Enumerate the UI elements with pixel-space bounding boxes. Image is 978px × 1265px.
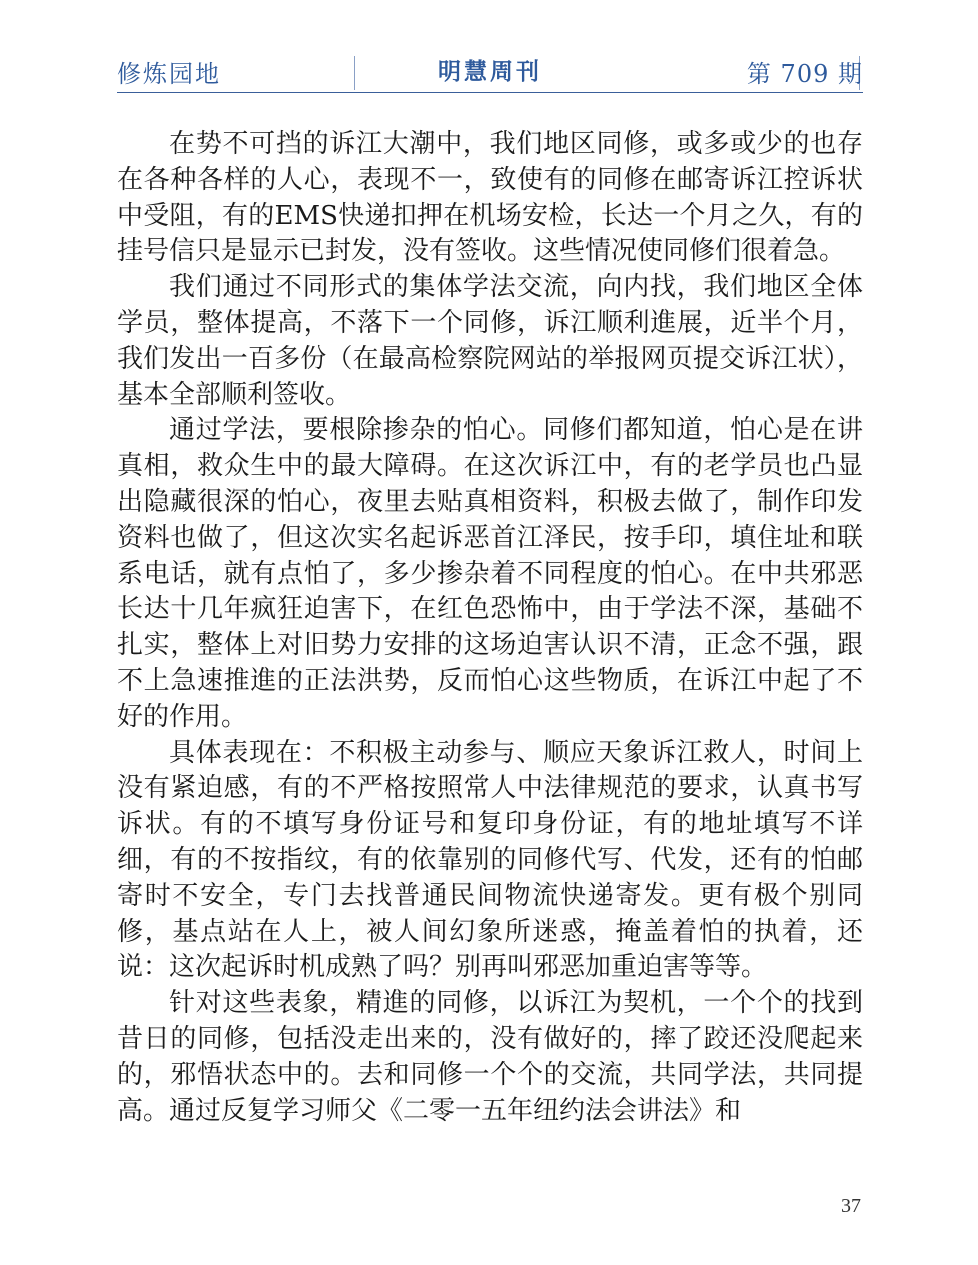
paragraph: 我们通过不同形式的集体学法交流，向内找，我们地区全体学员，整体提高，不落下一个同修，诉江顺利進展，近半个月，我们发出一百多份（在最高检察院网站的举报网页提交诉江状），基本全部顺利签收。: [117, 272, 863, 410]
page-header: [117, 48, 863, 93]
paragraph: 针对这些表象，精進的同修，以诉江为契机，一个个的找到昔日的同修，包括没走出来的，没有做好的，摔了跤还没爬起来的，邪悟状态中的。去和同修一个个的交流，共同学法，共同提高。通过反复学习师父《二零一五年纽约法会讲法》和: [117, 988, 863, 1126]
page-number: 37: [841, 1195, 861, 1217]
article-body: [117, 127, 863, 1129]
paragraph: 具体表现在：不积极主动参与、顺应天象诉江救人，时间上没有紧迫感，有的不严格按照常人中法律规范的要求，认真书写诉状。有的不填写身份证号和复印身份证，有的地址填写不详细，有的不按指纹，有的依靠别的同修代写、代发，还有的怕邮寄时不安全，专门去找普通民间物流快递寄发。更有极个别同修，基点站在人上，被人间幻象所迷惑，掩盖着怕的执着，还说：这次起诉时机成熟了吗？别再叫邪恶加重迫害等等。: [117, 737, 863, 983]
paragraph: 通过学法，要根除掺杂的怕心。同修们都知道，怕心是在讲真相，救众生中的最大障碍。在这次诉江中，有的老学员也凸显出隐藏很深的怕心，夜里去贴真相资料，积极去做了，制作印发资料也做了，但这次实名起诉恶首江泽民，按手印，填住址和联系电话，就有点怕了，多少掺杂着不同程度的怕心。在中共邪恶长达十几年疯狂迫害下，在红色恐怖中，由于学法不深，基础不扎实，整体上对旧势力安排的这场迫害认识不清，正念不强，跟不上急速推進的正法洪势，反而怕心这些物质，在诉江中起了不好的作用。: [117, 415, 863, 732]
paragraph: 在势不可挡的诉江大潮中，我们地区同修，或多或少的也存在各种各样的人心，表现不一，致使有的同修在邮寄诉江控诉状中受阻，有的EMS快递扣押在机场安检，长达一个月之久，有的挂号信只是显示已封发，没有签收。这些情况使同修们很着急。: [117, 129, 863, 267]
section-title: 修炼园地: [117, 60, 221, 88]
issue-number: 第 709 期: [746, 60, 863, 88]
journal-title: 明慧周刊: [438, 59, 542, 85]
